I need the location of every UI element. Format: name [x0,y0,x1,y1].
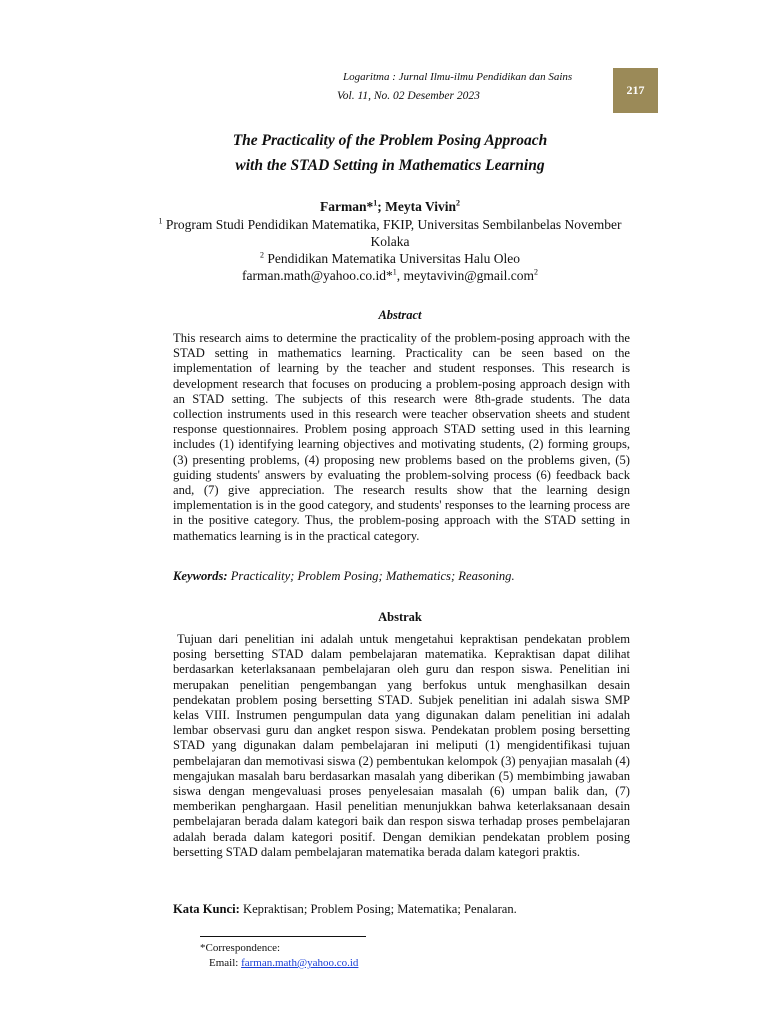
abstract-heading: Abstract [378,308,422,322]
email-2-mark: 2 [534,267,539,277]
kata-kunci-label: Kata Kunci: [173,902,240,916]
affiliation-1-mark: 1 [158,216,163,226]
keywords-values: Practicality; Problem Posing; Mathematics; Reasoning. [227,569,515,583]
page-number: 217 [626,83,645,97]
correspondence-email-line [200,956,358,971]
author-1: Farman* [320,199,374,214]
affiliation-1 [150,216,630,250]
volume-issue: Vol. 11, No. 02 Desember 2023 [337,90,480,102]
keywords [173,569,633,584]
affiliation-2 [150,250,630,267]
affiliation-2-text: Pendidikan Matematika Universitas Halu Oleo [263,251,521,266]
affiliations [150,216,630,284]
author-emails [150,267,630,284]
kata-kunci [173,902,633,917]
title-line-2: with the STAD Setting in Mathematics Learning [235,157,545,174]
email-1-mark: 1 [392,267,397,277]
email-2: meytavivin@gmail.com [403,268,535,283]
paper-title [120,128,660,178]
authors [120,197,660,217]
footnote [200,941,358,971]
page-number-badge [613,68,658,113]
author-2-affil-mark: 2 [456,198,460,208]
email-label: Email: [209,957,242,969]
author-2: Meyta Vivin [385,199,456,214]
title-line-1: The Practicality of the Problem Posing Approach [232,132,548,149]
correspondence-label: *Correspondence: [200,942,281,954]
journal-name: Logaritma : Jurnal Ilmu-ilmu Pendidikan dan Sains [343,71,573,83]
author-1-affil-mark: 1 [373,198,378,208]
footnote-divider [200,936,366,937]
affiliation-1-text: Program Studi Pendidikan Matematika, FKIP, Universitas Sembilanbelas November Kolaka [162,217,622,249]
affiliation-2-mark: 2 [259,250,264,260]
email-1: farman.math@yahoo.co.id* [241,268,393,283]
author-separator: ; [377,199,386,214]
abstrak-text: Tujuan dari penelitian ini adalah untuk mengetahui kepraktisan pendekatan problem posing bersetting STAD dalam pembelajaran matematika. Kepraktisan dapat dilihat berdasarkan keterlaksanaan pembelajaran oleh guru dan respon siswa. Penelitian ini merupakan penelitian pengembangan yang berfokus untuk menghasilkan desain pendekatan problem posing bersetting STAD. Subjek penelitian ini adalah siswa SMP kelas VIII. Instrumen pengumpulan data yang digunakan dalam penelitian ini adalah lembar observasi guru dan angket respon siswa. Pendekatan problem posing bersetting STAD yang digunakan dalam pembelajaran ini meliputi (1) mengidentifikasi tujuan pembelajaran dan memotivasi siswa (2) pembentukan kelompok (3) penyajian masalah (4) mengajukan masalah baru berdasarkan masalah yang diberikan (5) membimbing jawaban siswa dengan mengevaluasi proses penyelesaian masalah (6) umpan balik dan, (7) memberikan penghargaan. Hasil penelitian menunjukkan bahwa keterlaksanaan desain pembelajaran berada dalam kategori baik dan respon siswa terhadap proses pembelajaran adalah berada dalam kategori positif. Dengan demikian pendekatan problem posing bersetting STAD dalam pembelajaran matematika berada dalam kategori praktis. [173,632,630,859]
email-separator: , [396,268,404,283]
kata-kunci-values: Kepraktisan; Problem Posing; Matematika; Penalaran. [239,902,517,916]
correspondence-email-link[interactable]: farman.math@yahoo.co.id [241,957,359,969]
keywords-label: Keywords: [173,569,228,583]
abstrak-heading: Abstrak [378,610,422,624]
abstract-text: This research aims to determine the practicality of the problem-posing approach with the STAD setting in mathematics learning. Practicality can be seen based on the implementation of learning by the teacher and student responses. This research is development research that focuses on producing a problem-posing approach design with an STAD setting. The subjects of this research were 8th-grade students. The data collection instruments used in this research were teacher observation sheets and student response questionnaires. Problem posing approach STAD setting used in this learning includes (1) identifying learning objectives and motivating students, (2) forming groups, (3) presenting problems, (4) proposing new problems based on the problems given, (5) guiding students' answers by evaluating the problem-solving process (6) feedback back and, (7) give appreciation. The research results show that the learning design implementation is in the good category, and students' responses to the learning process are in the positive category. Thus, the problem-posing approach with the STAD setting in mathematics learning is in the practical category. [173,331,630,543]
